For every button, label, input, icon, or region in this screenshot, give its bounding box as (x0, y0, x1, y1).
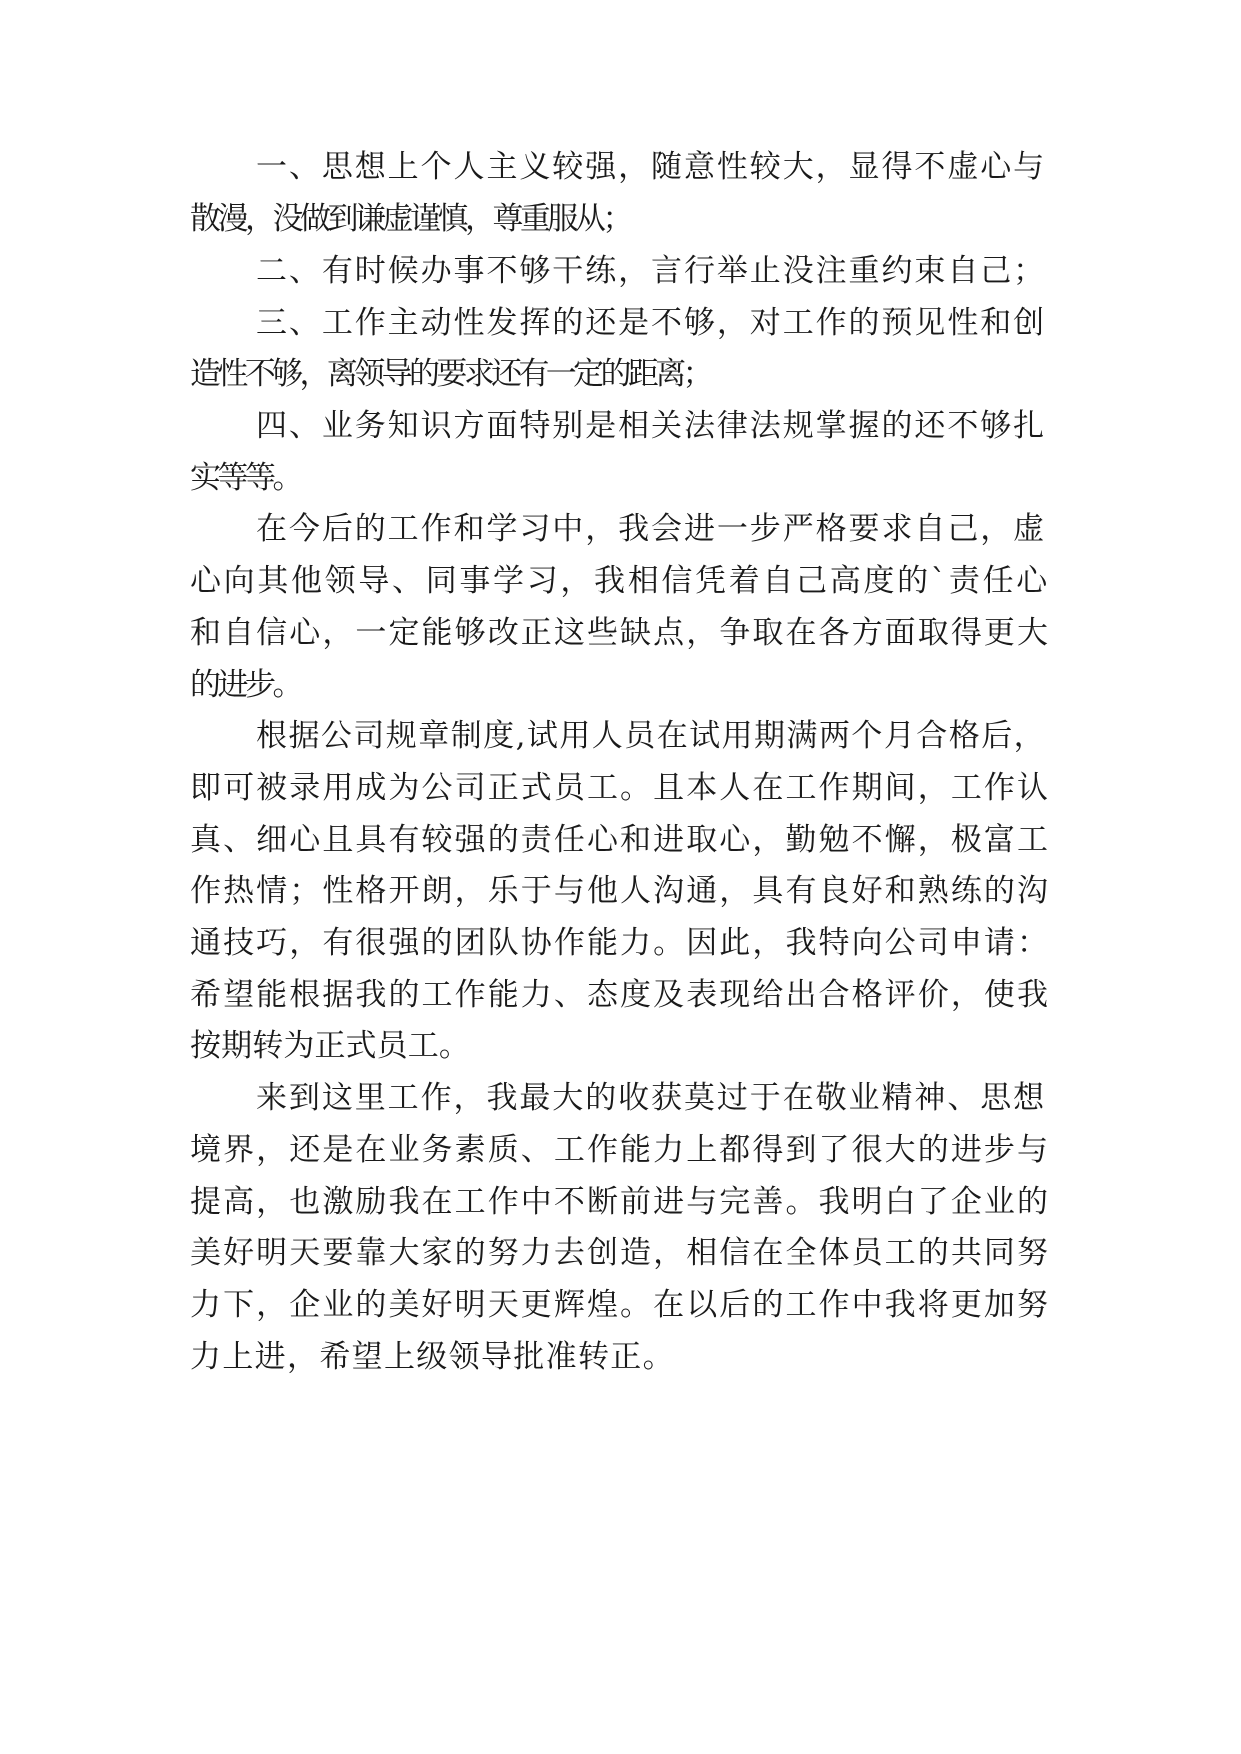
text-line: 散漫，没做到谦虚谨慎，尊重服从； (190, 201, 630, 237)
text-line: 心向其他领导、同事学习，我相信凭着自己高度的`责任心 (190, 563, 1050, 599)
text-line: 和自信心，一定能够改正这些缺点，争取在各方面取得更大 (190, 615, 1051, 651)
text-line: 的进步。 (190, 667, 300, 703)
text-line: 即可被录用成为公司正式员工。且本人在工作期间，工作认 (190, 770, 1051, 806)
text-line: 一、思想上个人主义较强，随意性较大，显得不虚心与 (256, 149, 1047, 185)
text-line: 美好明天要靠大家的努力去创造，相信在全体员工的共同努 (190, 1235, 1051, 1271)
text-line: 造性不够，离领导的要求还有一定的距离； (190, 356, 711, 392)
text-line: 来到这里工作，我最大的收获莫过于在敬业精神、思想 (256, 1080, 1047, 1116)
text-line: 实等等。 (190, 460, 300, 496)
text-line: 力下，企业的美好明天更辉煌。在以后的工作中我将更加努 (190, 1287, 1051, 1323)
text-line: 作热情；性格开朗，乐于与他人沟通，具有良好和熟练的沟 (190, 873, 1051, 909)
text-line: 真、细心且具有较强的责任心和进取心，勤勉不懈，极富工 (190, 822, 1051, 858)
text-line: 根据公司规章制度,试用人员在试用期满两个月合格后， (256, 718, 1047, 754)
text-line: 力上进，希望上级领导批准转正。 (190, 1339, 675, 1375)
text-line: 希望能根据我的工作能力、态度及表现给出合格评价，使我 (190, 977, 1051, 1013)
text-line: 三、工作主动性发挥的还是不够，对工作的预见性和创 (256, 305, 1047, 341)
text-line: 二、有时候办事不够干练，言行举止没注重约束自己； (256, 253, 1047, 289)
text-line: 通技巧，有很强的团队协作能力。因此，我特向公司申请： (190, 925, 1051, 961)
text-line: 按期转为正式员工。 (190, 1028, 470, 1064)
text-line: 提高，也激励我在工作中不断前进与完善。我明白了企业的 (190, 1184, 1051, 1220)
text-line: 境界，还是在业务素质、工作能力上都得到了很大的进步与 (190, 1132, 1051, 1168)
text-line: 在今后的工作和学习中，我会进一步严格要求自己，虚 (256, 511, 1047, 547)
text-line: 四、业务知识方面特别是相关法律法规掌握的还不够扎 (256, 408, 1047, 444)
